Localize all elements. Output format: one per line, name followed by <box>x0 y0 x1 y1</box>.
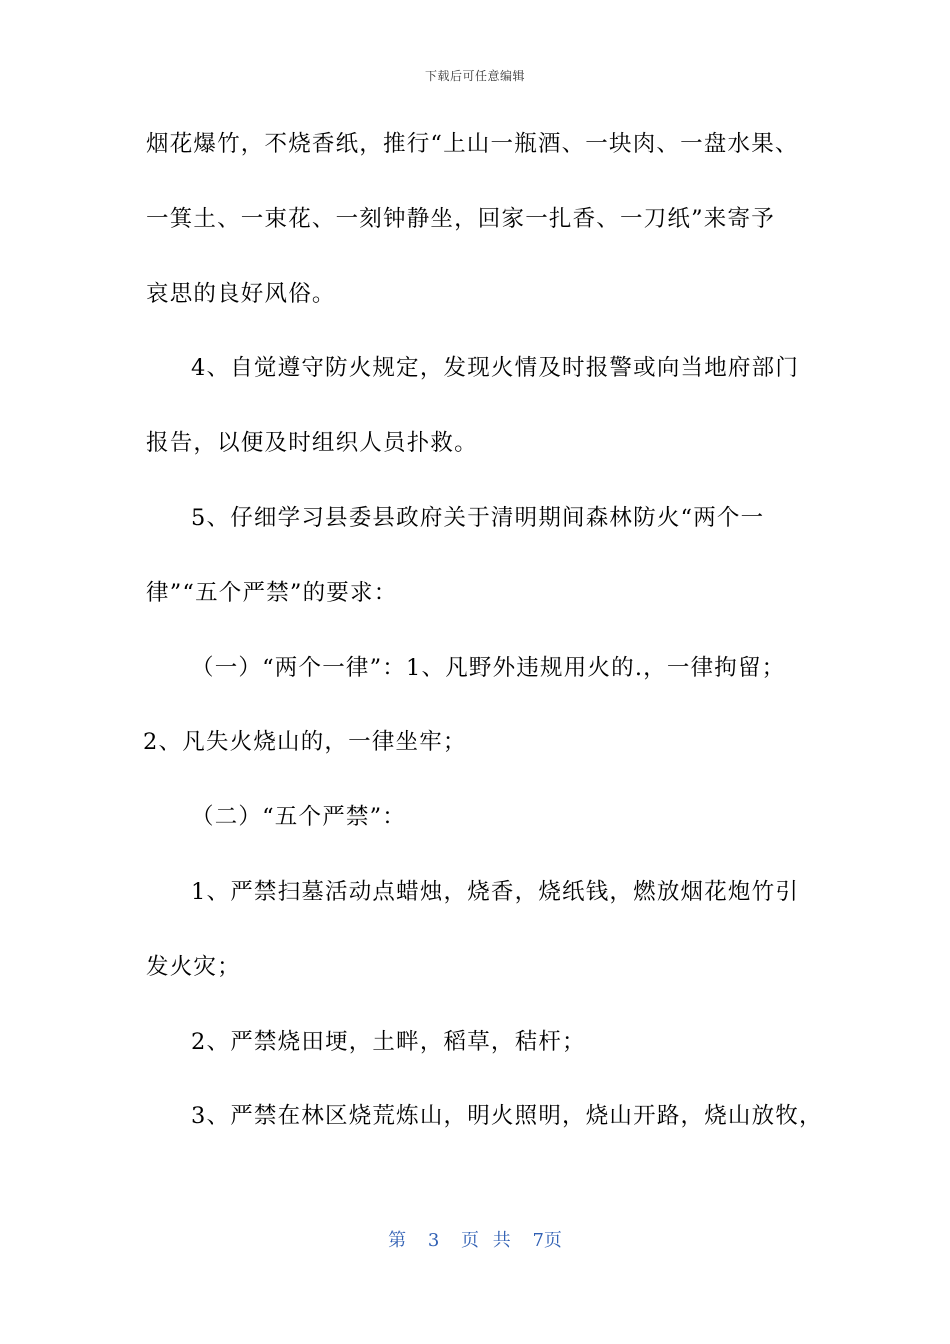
footer-middle: 页 共 <box>461 1230 511 1251</box>
text-line: 律”“五个严禁”的要求： <box>146 579 398 606</box>
footer-total: 7页 <box>532 1230 562 1251</box>
paragraph-line: 3、严禁在林区烧荒炼山，明火照明，烧山开路，烧山放牧， <box>191 1103 823 1130</box>
text-line: 2、凡失火烧山的，一律坐牢； <box>143 729 467 756</box>
paragraph-line: （二）“五个严禁”： <box>191 804 407 831</box>
paragraph-line: 1、严禁扫墓活动点蜡烛，烧香，烧纸钱，燃放烟花炮竹引 <box>191 878 800 905</box>
text-line: 一箕土、一束花、一刻钟静坐，回家一扎香、一刀纸”来寄予 <box>146 205 775 232</box>
page-footer <box>0 1226 950 1252</box>
paragraph-line: 2、严禁烧田埂，土畔，稻草，秸杆； <box>191 1028 586 1055</box>
paragraph-line: （一）“两个一律”：1、凡野外违规用火的.，一律拘留； <box>191 654 786 681</box>
paragraph-line: 5、仔细学习县委县政府关于清明期间森林防火“两个一 <box>191 504 765 531</box>
page-header: 下载后可任意编辑 <box>424 69 525 83</box>
text-line: 报告，以便及时组织人员扑救。 <box>146 430 478 457</box>
footer-prefix: 第 <box>388 1230 407 1251</box>
paragraph-line: 4、自觉遵守防火规定，发现火情及时报警或向当地府部门 <box>191 355 800 382</box>
text-line: 烟花爆竹，不烧香纸，推行“上山一瓶酒、一块肉、一盘水果、 <box>146 131 799 157</box>
text-line: 哀思的良好风俗。 <box>146 280 336 307</box>
footer-page-number: 3 <box>427 1230 440 1251</box>
text-line: 发火灾； <box>146 953 241 980</box>
document-body <box>143 118 823 1165</box>
